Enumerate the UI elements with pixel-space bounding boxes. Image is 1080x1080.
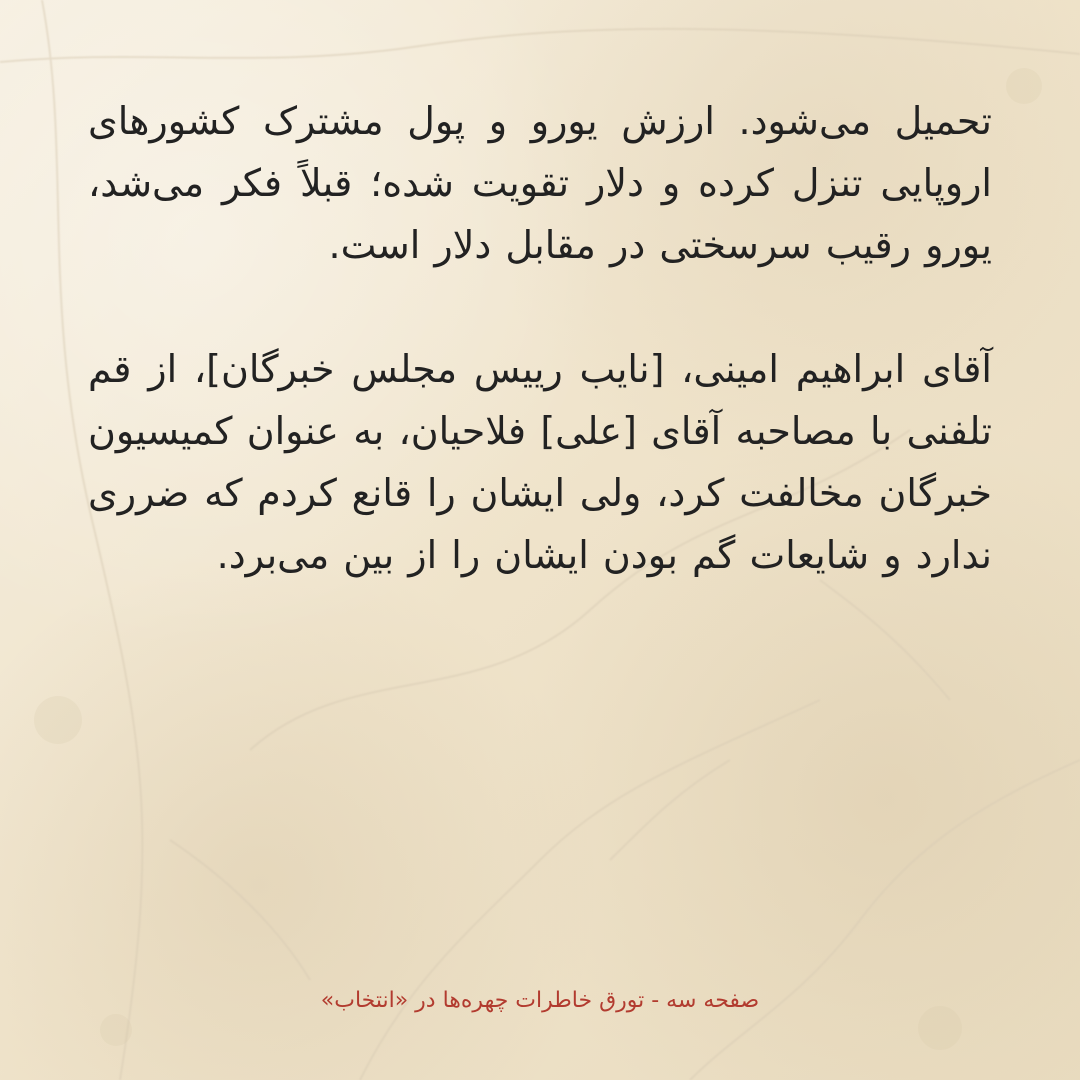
page-footer: صفحه سه - تورق خاطرات چهره‌ها در «انتخاب» [320,988,760,1013]
paper-crease-lower [360,700,820,1080]
paper-spot-1 [34,696,82,744]
document-paragraph: آقای ابراهیم امینی، [نایب رییس مجلس خبرگان]، از قم تلفنی با مصاحبه آقای [علی] فلاحیان، به عنوان کمیسیون خبرگان مخالفت کرد، ولی ایشان را قانع کردم که ضرری ندارد و شایعات گم بودن ایشان را از بین می‌برد. [88,347,992,577]
paper-crease-top [0,29,1080,62]
paper-crease-right [690,760,1080,1080]
paper-spot-2 [1006,68,1042,104]
document-paragraph: تحمیل می‌شود. ارزش یورو و پول مشترک کشورهای اروپایی تنزل کرده و دلار تقویت شده؛ قبلاً فکر می‌شد، یورو رقیب سرسختی در مقابل دلار است. [88,99,992,267]
paper-crack-small-1 [610,760,730,860]
paper-crack-small-3 [170,840,310,980]
paper-crack-small-2 [820,580,950,700]
document-body [88,90,992,586]
paper-spot-4 [100,1014,132,1046]
